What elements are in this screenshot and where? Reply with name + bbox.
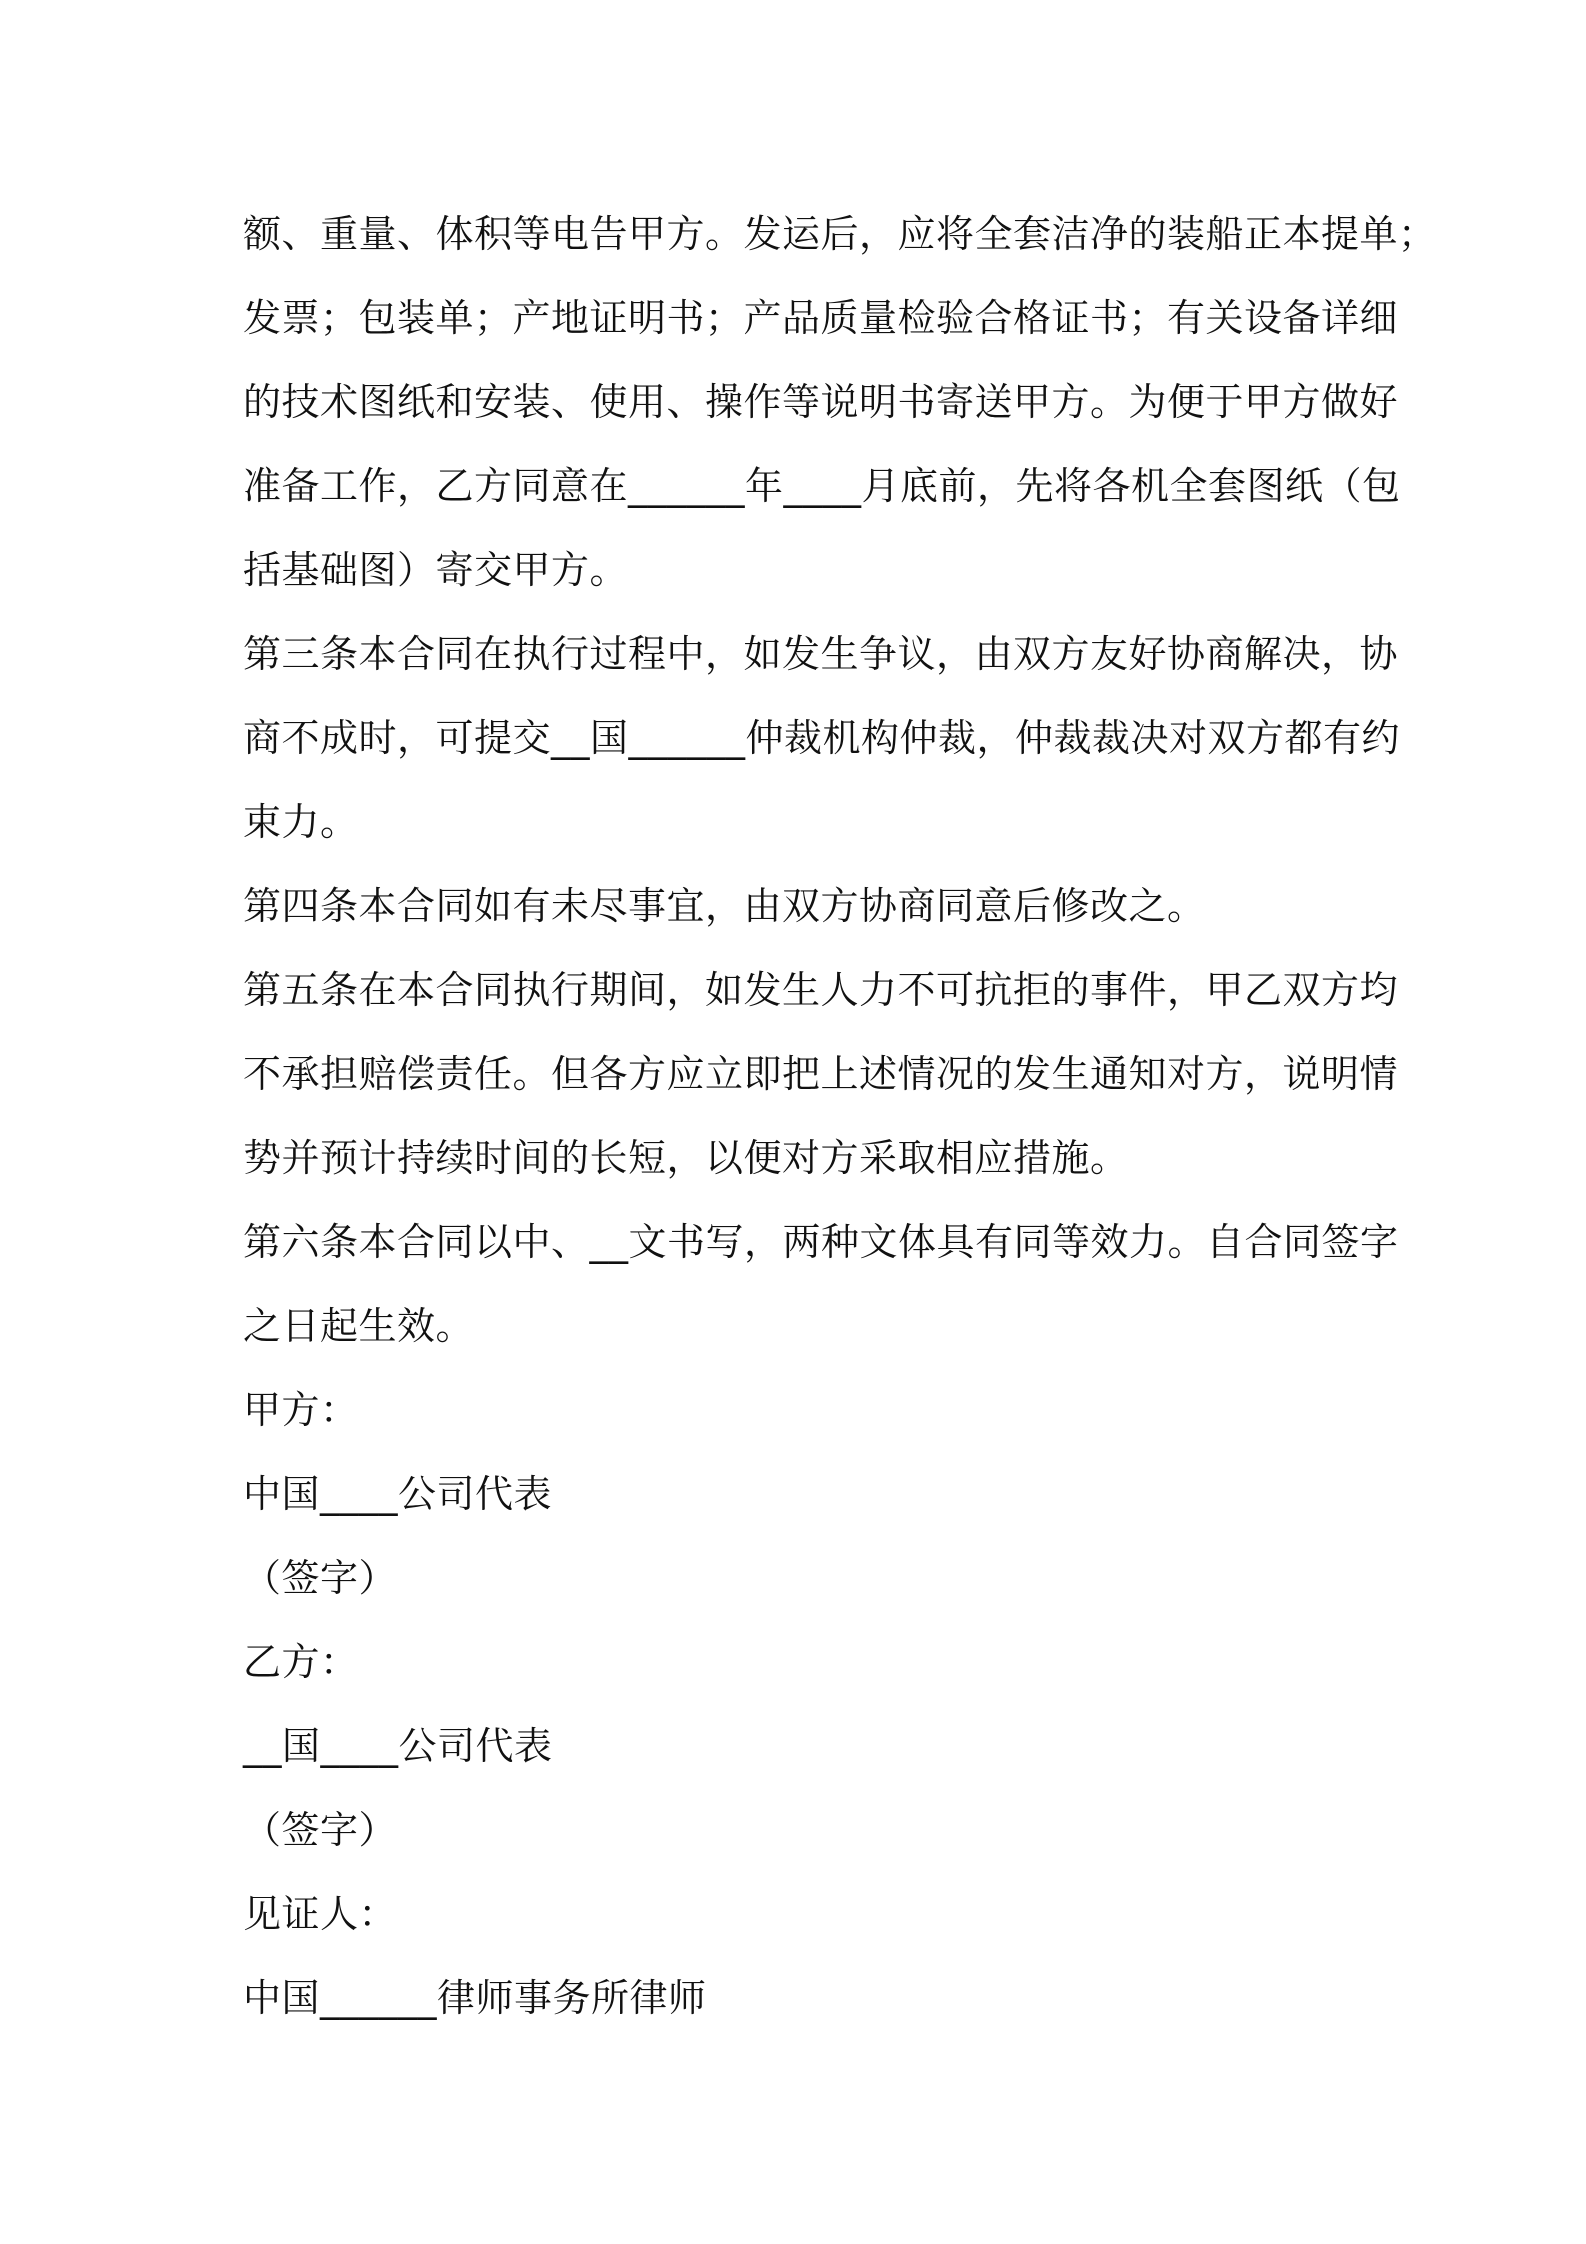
article-5-line-2: 不承担赔偿责任。但各方应立即把上述情况的发生通知对方，说明情 bbox=[243, 1052, 1399, 1096]
witness-lawyer: 中国______律师事务所律师 bbox=[243, 1976, 707, 2020]
contract-text bbox=[243, 192, 1437, 2040]
article-6-line-2: 之日起生效。 bbox=[243, 1304, 475, 1348]
party-b-label: 乙方： bbox=[243, 1640, 359, 1684]
party-a-signature: （签字） bbox=[243, 1556, 398, 1600]
text-line-4: 准备工作，乙方同意在______年____月底前，先将各机全套图纸（包 bbox=[243, 464, 1401, 508]
article-3-line-2: 商不成时，可提交__国______仲裁机构仲裁，仲裁裁决对双方都有约 bbox=[243, 716, 1401, 760]
text-line-1: 额、重量、体积等电告甲方。发运后，应将全套洁净的装船正本提单； bbox=[243, 212, 1437, 256]
party-b-representative: __国____公司代表 bbox=[243, 1724, 553, 1768]
text-line-3: 的技术图纸和安装、使用、操作等说明书寄送甲方。为便于甲方做好 bbox=[243, 380, 1399, 424]
party-a-representative: 中国____公司代表 bbox=[243, 1472, 553, 1516]
party-b-signature: （签字） bbox=[243, 1808, 398, 1852]
article-3-line-1: 第三条本合同在执行过程中，如发生争议，由双方友好协商解决，协 bbox=[243, 632, 1399, 676]
article-4-line-1: 第四条本合同如有未尽事宜，由双方协商同意后修改之。 bbox=[243, 884, 1206, 928]
text-line-2: 发票；包装单；产地证明书；产品质量检验合格证书；有关设备详细 bbox=[243, 296, 1399, 340]
article-3-line-3: 束力。 bbox=[243, 800, 359, 844]
party-a-label: 甲方： bbox=[243, 1388, 359, 1432]
article-5-line-3: 势并预计持续时间的长短，以便对方采取相应措施。 bbox=[243, 1136, 1129, 1180]
witness-label: 见证人： bbox=[243, 1892, 398, 1936]
article-6-line-1: 第六条本合同以中、__文书写，两种文体具有同等效力。自合同签字 bbox=[243, 1220, 1399, 1264]
article-5-line-1: 第五条在本合同执行期间，如发生人力不可抗拒的事件，甲乙双方均 bbox=[243, 968, 1399, 1012]
text-line-5: 括基础图）寄交甲方。 bbox=[243, 548, 629, 592]
